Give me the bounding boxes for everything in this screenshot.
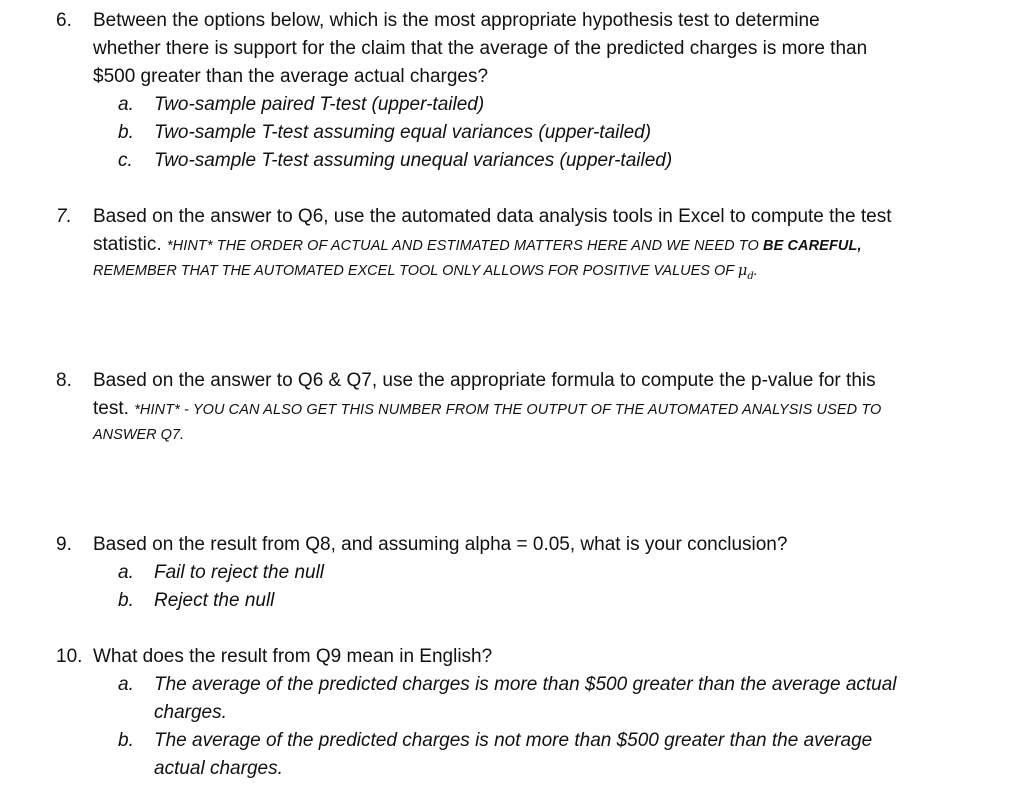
question-text: whether there is support for the claim that the average of the predicted charges is more than [93,38,868,59]
question-text: $500 greater than the average actual charges? [93,66,489,87]
option-letter: a. [118,562,134,583]
option-text: charges. [154,702,227,723]
option-text: Fail to reject the null [154,562,325,583]
option-text: Two-sample paired T-test (upper-tailed) [154,94,485,115]
hint-text: ANSWER Q7. [93,427,185,443]
option-text: Two-sample T-test assuming equal variances (upper-tailed) [154,122,652,143]
hint-text: *HINT* THE ORDER OF ACTUAL AND ESTIMATED MATTERS HERE AND WE NEED TO [166,238,763,254]
option-text: The average of the predicted charges is not more than $500 greater than the average [154,730,873,751]
option-letter: a. [118,94,134,115]
question-text: Based on the answer to Q6, use the automated data analysis tools in Excel to compute the test [93,206,892,227]
hint-text: *HINT* - YOU CAN ALSO GET THIS NUMBER FROM THE OUTPUT OF THE AUTOMATED ANALYSIS USED TO [134,402,882,418]
option-text: Two-sample T-test assuming unequal variances (upper-tailed) [154,150,673,171]
hint-text: REMEMBER THAT THE AUTOMATED EXCEL TOOL ONLY ALLOWS FOR POSITIVE VALUES OF [93,263,734,279]
option-text: actual charges. [154,758,283,779]
question-number: 10. [56,646,83,667]
question-text: test. [93,398,129,419]
option-letter: c. [118,150,133,171]
question-text: statistic. [93,234,162,255]
option-letter: b. [118,730,134,751]
question-text: Between the options below, which is the most appropriate hypothesis test to determine [93,10,820,31]
question-text-line2 [93,395,881,423]
question-text: Based on the answer to Q6 & Q7, use the appropriate formula to compute the p-value for this [93,370,876,391]
question-number: 6. [56,10,72,31]
question-text: What does the result from Q9 mean in English? [93,646,493,667]
question-text: Based on the result from Q8, and assuming alpha = 0.05, what is your conclusion? [93,534,788,555]
question-number: 9. [56,534,72,555]
question-number: 7. [56,206,72,227]
option-letter: b. [118,122,134,143]
question-number: 8. [56,370,72,391]
mu-d-symbol: $\mu_d$ [737,263,754,282]
option-text: Reject the null [154,590,275,611]
option-letter: a. [118,674,134,695]
hint-text-line2: REMEMBER THAT THE AUTOMATED EXCEL TOOL ONLY ALLOWS FOR POSITIVE VALUES OF $\mu_d$. [93,263,758,282]
hint-emphasis: BE CAREFUL, [763,238,862,254]
option-letter: b. [118,590,134,611]
question-text-line2 [93,231,862,259]
option-text: The average of the predicted charges is more than $500 greater than the average actual [154,674,897,695]
